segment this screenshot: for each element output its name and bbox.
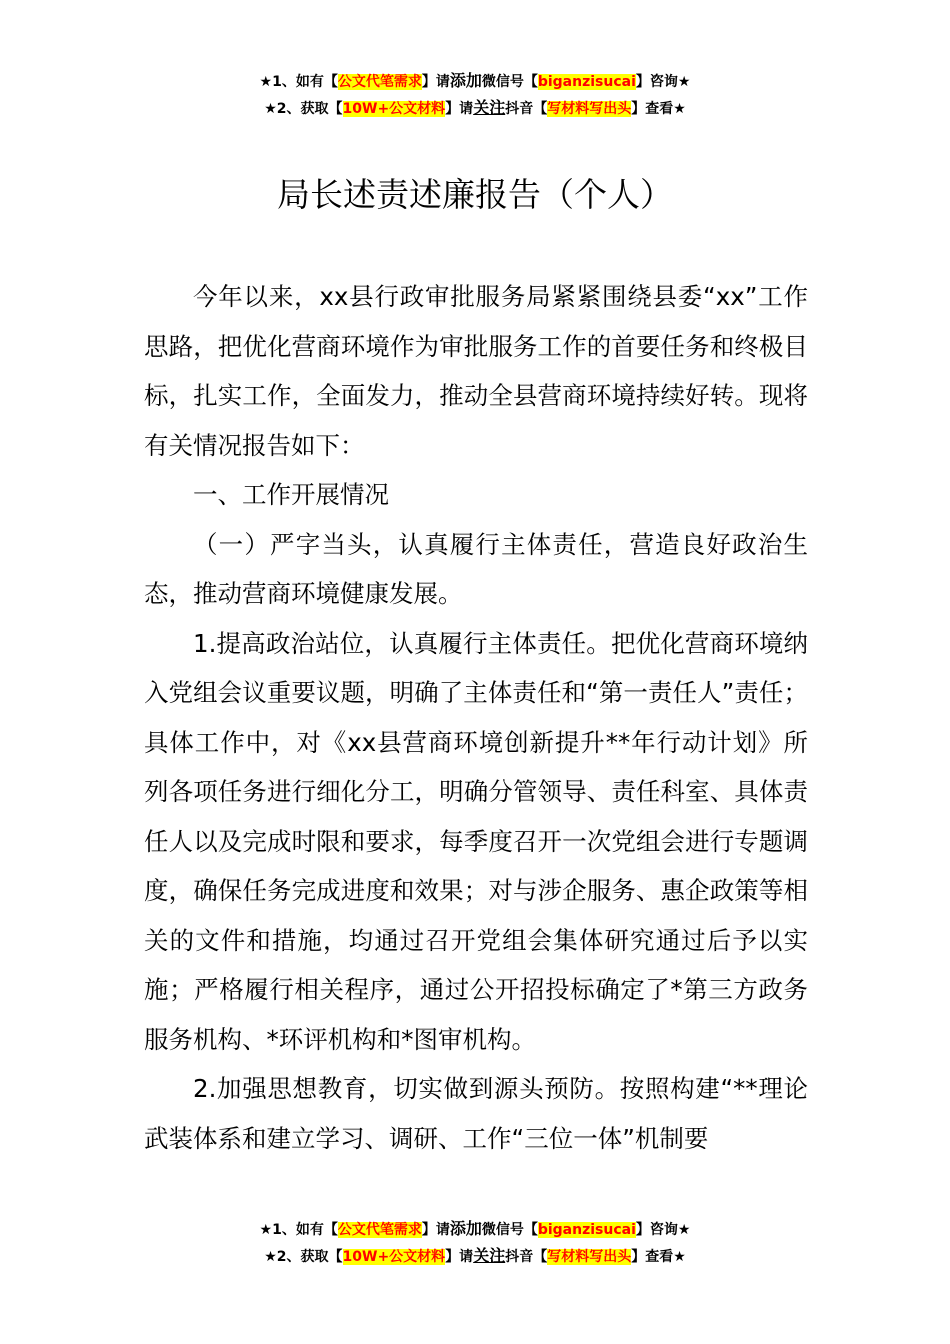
ad-text: 】请	[421, 74, 450, 90]
ad-highlight: 公文代笔需求	[337, 1222, 422, 1238]
ad-emphasis: 添加	[449, 1219, 482, 1238]
footer-ad-line-2	[0, 1243, 950, 1270]
ad-text: ★1、如有【	[259, 1222, 338, 1238]
ad-text: 】查看★	[631, 101, 686, 117]
subsection-heading-1: （一）严字当头，认真履行主体责任，营造良好政治生态，推动营商环境健康发展。	[144, 529, 808, 608]
ad-text: 】请	[421, 1222, 450, 1238]
footer-ad	[0, 1216, 950, 1270]
ad-highlight-douyin: 写材料写出头	[547, 1249, 632, 1265]
paragraph-item-1: 1.提高政治站位，认真履行主体责任。把优化营商环境纳入党组会议重要议题，明确了主体责任和“第一责任人”责任；具体工作中，对《xx县营商环境创新提升**年行动计划》所列各项任务进行细化分工，明确分管领导、责任科室、具体责任人以及完成时限和要求，每季度召开一次党组会进行专题调度，确保任务完成进度和效果；对与涉企服务、惠企政策等相关的文件和措施，均通过召开党组会集体研究通过后予以实施；严格履行相关程序，通过公开招投标确定了*第三方政务服务机构、*环评机构和*图审机构。	[144, 628, 808, 1054]
ad-emphasis: 关注	[473, 1246, 506, 1265]
ad-text: 】请	[445, 1249, 474, 1265]
document-title: 局长述责述廉报告（个人）	[277, 175, 673, 214]
ad-text: ★2、获取【	[264, 101, 343, 117]
ad-highlight: 10W+公文材料	[342, 1249, 446, 1265]
ad-text: 抖音【	[505, 1249, 548, 1265]
header-ad-line-2	[0, 95, 950, 122]
ad-highlight-wechat-id: biganzisucai	[537, 74, 636, 90]
ad-emphasis: 添加	[449, 71, 482, 90]
ad-text: 微信号【	[481, 1222, 538, 1238]
document-body	[144, 272, 808, 1163]
header-ad	[0, 68, 950, 122]
ad-highlight: 10W+公文材料	[342, 101, 446, 117]
ad-text: 微信号【	[481, 74, 538, 90]
paragraph-intro: 今年以来，xx县行政审批服务局紧紧围绕县委“xx”工作思路，把优化营商环境作为审批服务工作的首要任务和终极目标，扎实工作，全面发力，推动全县营商环境持续好转。现将有关情况报告如下：	[144, 282, 808, 460]
ad-text: 】查看★	[631, 1249, 686, 1265]
ad-text: 抖音【	[505, 101, 548, 117]
ad-text: 】咨询★	[635, 1222, 691, 1238]
footer-ad-line-1	[0, 1216, 950, 1243]
ad-text: ★2、获取【	[264, 1249, 343, 1265]
header-ad-line-1	[0, 68, 950, 95]
section-heading-1: 一、工作开展情况	[193, 480, 389, 509]
ad-highlight-douyin: 写材料写出头	[547, 101, 632, 117]
paragraph-item-2: 2.加强思想教育，切实做到源头预防。按照构建“**理论武装体系和建立学习、调研、工作“三位一体”机制要	[144, 1074, 808, 1153]
ad-text: 】请	[445, 101, 474, 117]
ad-text: ★1、如有【	[259, 74, 338, 90]
ad-emphasis: 关注	[473, 98, 506, 117]
ad-highlight: 公文代笔需求	[337, 74, 422, 90]
ad-highlight-wechat-id: biganzisucai	[537, 1222, 636, 1238]
ad-text: 】咨询★	[635, 74, 691, 90]
